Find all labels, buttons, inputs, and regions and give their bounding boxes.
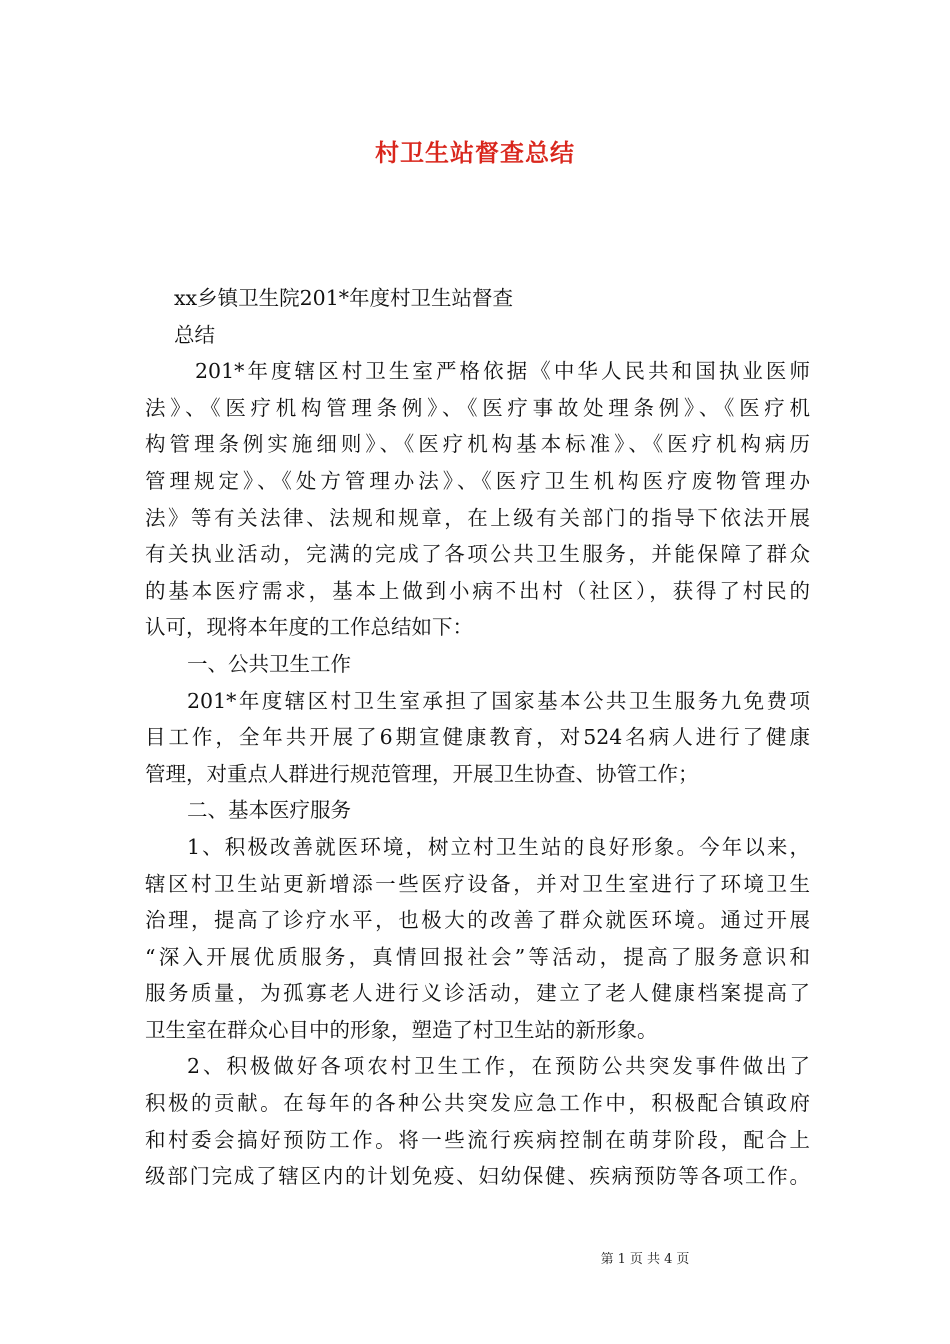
paragraph-line: 管理规定》、《处方管理办法》、《医疗卫生机构医疗废物管理办 bbox=[145, 468, 810, 493]
paragraph-line: 服务质量，为孤寡老人进行义诊活动，建立了老人健康档案提高了 bbox=[145, 981, 810, 1006]
footer-mid: 页 共 bbox=[629, 1252, 661, 1267]
paragraph-line: “深入开展优质服务，真情回报社会”等活动，提高了服务意识和 bbox=[145, 944, 810, 969]
paragraph-line: 积极的贡献。在每年的各种公共突发应急工作中，积极配合镇政府 bbox=[145, 1091, 810, 1116]
document-body bbox=[145, 280, 810, 1195]
page-footer bbox=[0, 1248, 950, 1267]
paragraph-line: 2、积极做好各项农村卫生工作，在预防公共突发事件做出了 bbox=[187, 1054, 810, 1079]
paragraph-line: 法》、《医疗机构管理条例》、《医疗事故处理条例》、《医疗机 bbox=[145, 395, 810, 420]
paragraph-line: 1、积极改善就医环境，树立村卫生站的良好形象。今年以来， bbox=[187, 834, 810, 859]
page-total: 4 bbox=[664, 1252, 673, 1267]
paragraph-line: 认可，现将本年度的工作总结如下： bbox=[145, 615, 473, 640]
paragraph-line: 级部门完成了辖区内的计划免疫、妇幼保健、疾病预防等各项工作。 bbox=[145, 1164, 810, 1189]
paragraph-line: 的基本医疗需求，基本上做到小病不出村（社区），获得了村民的 bbox=[145, 578, 810, 603]
section-heading: 二、基本医疗服务 bbox=[187, 798, 351, 823]
paragraph-line: 有关执业活动，完满的完成了各项公共卫生服务，并能保障了群众 bbox=[145, 542, 810, 567]
paragraph-line: 和村委会搞好预防工作。将一些流行疾病控制在萌芽阶段，配合上 bbox=[145, 1127, 810, 1152]
subtitle-line: xx乡镇卫生院201*年度村卫生站督查 bbox=[174, 286, 513, 310]
paragraph-line: 治理，提高了诊疗水平，也极大的改善了群众就医环境。通过开展 bbox=[145, 908, 810, 933]
document-title: 村卫生站督查总结 bbox=[375, 138, 575, 167]
paragraph-line: 法》等有关法律、法规和规章，在上级有关部门的指导下依法开展 bbox=[145, 505, 810, 530]
paragraph-line: 构管理条例实施细则》、《医疗机构基本标准》、《医疗机构病历 bbox=[145, 432, 810, 457]
paragraph-line: 201*年度辖区村卫生室严格依据《中华人民共和国执业医师 bbox=[195, 359, 810, 384]
page-number: 1 bbox=[617, 1252, 626, 1267]
paragraph-line: 卫生室在群众心目中的形象，塑造了村卫生站的新形象。 bbox=[145, 1017, 658, 1042]
paragraph-line: 201*年度辖区村卫生室承担了国家基本公共卫生服务九免费项 bbox=[187, 688, 810, 713]
subtitle-line: 总结 bbox=[174, 322, 215, 347]
paragraph-line: 目工作，全年共开展了6期宣健康教育，对524名病人进行了健康 bbox=[145, 725, 810, 750]
paragraph-line: 管理，对重点人群进行规范管理，开展卫生协查、协管工作； bbox=[145, 761, 699, 786]
footer-prefix: 第 bbox=[600, 1252, 614, 1267]
footer-suffix: 页 bbox=[676, 1252, 690, 1267]
paragraph-line: 辖区村卫生站更新增添一些医疗设备，并对卫生室进行了环境卫生 bbox=[145, 871, 810, 896]
section-heading: 一、公共卫生工作 bbox=[187, 651, 351, 676]
